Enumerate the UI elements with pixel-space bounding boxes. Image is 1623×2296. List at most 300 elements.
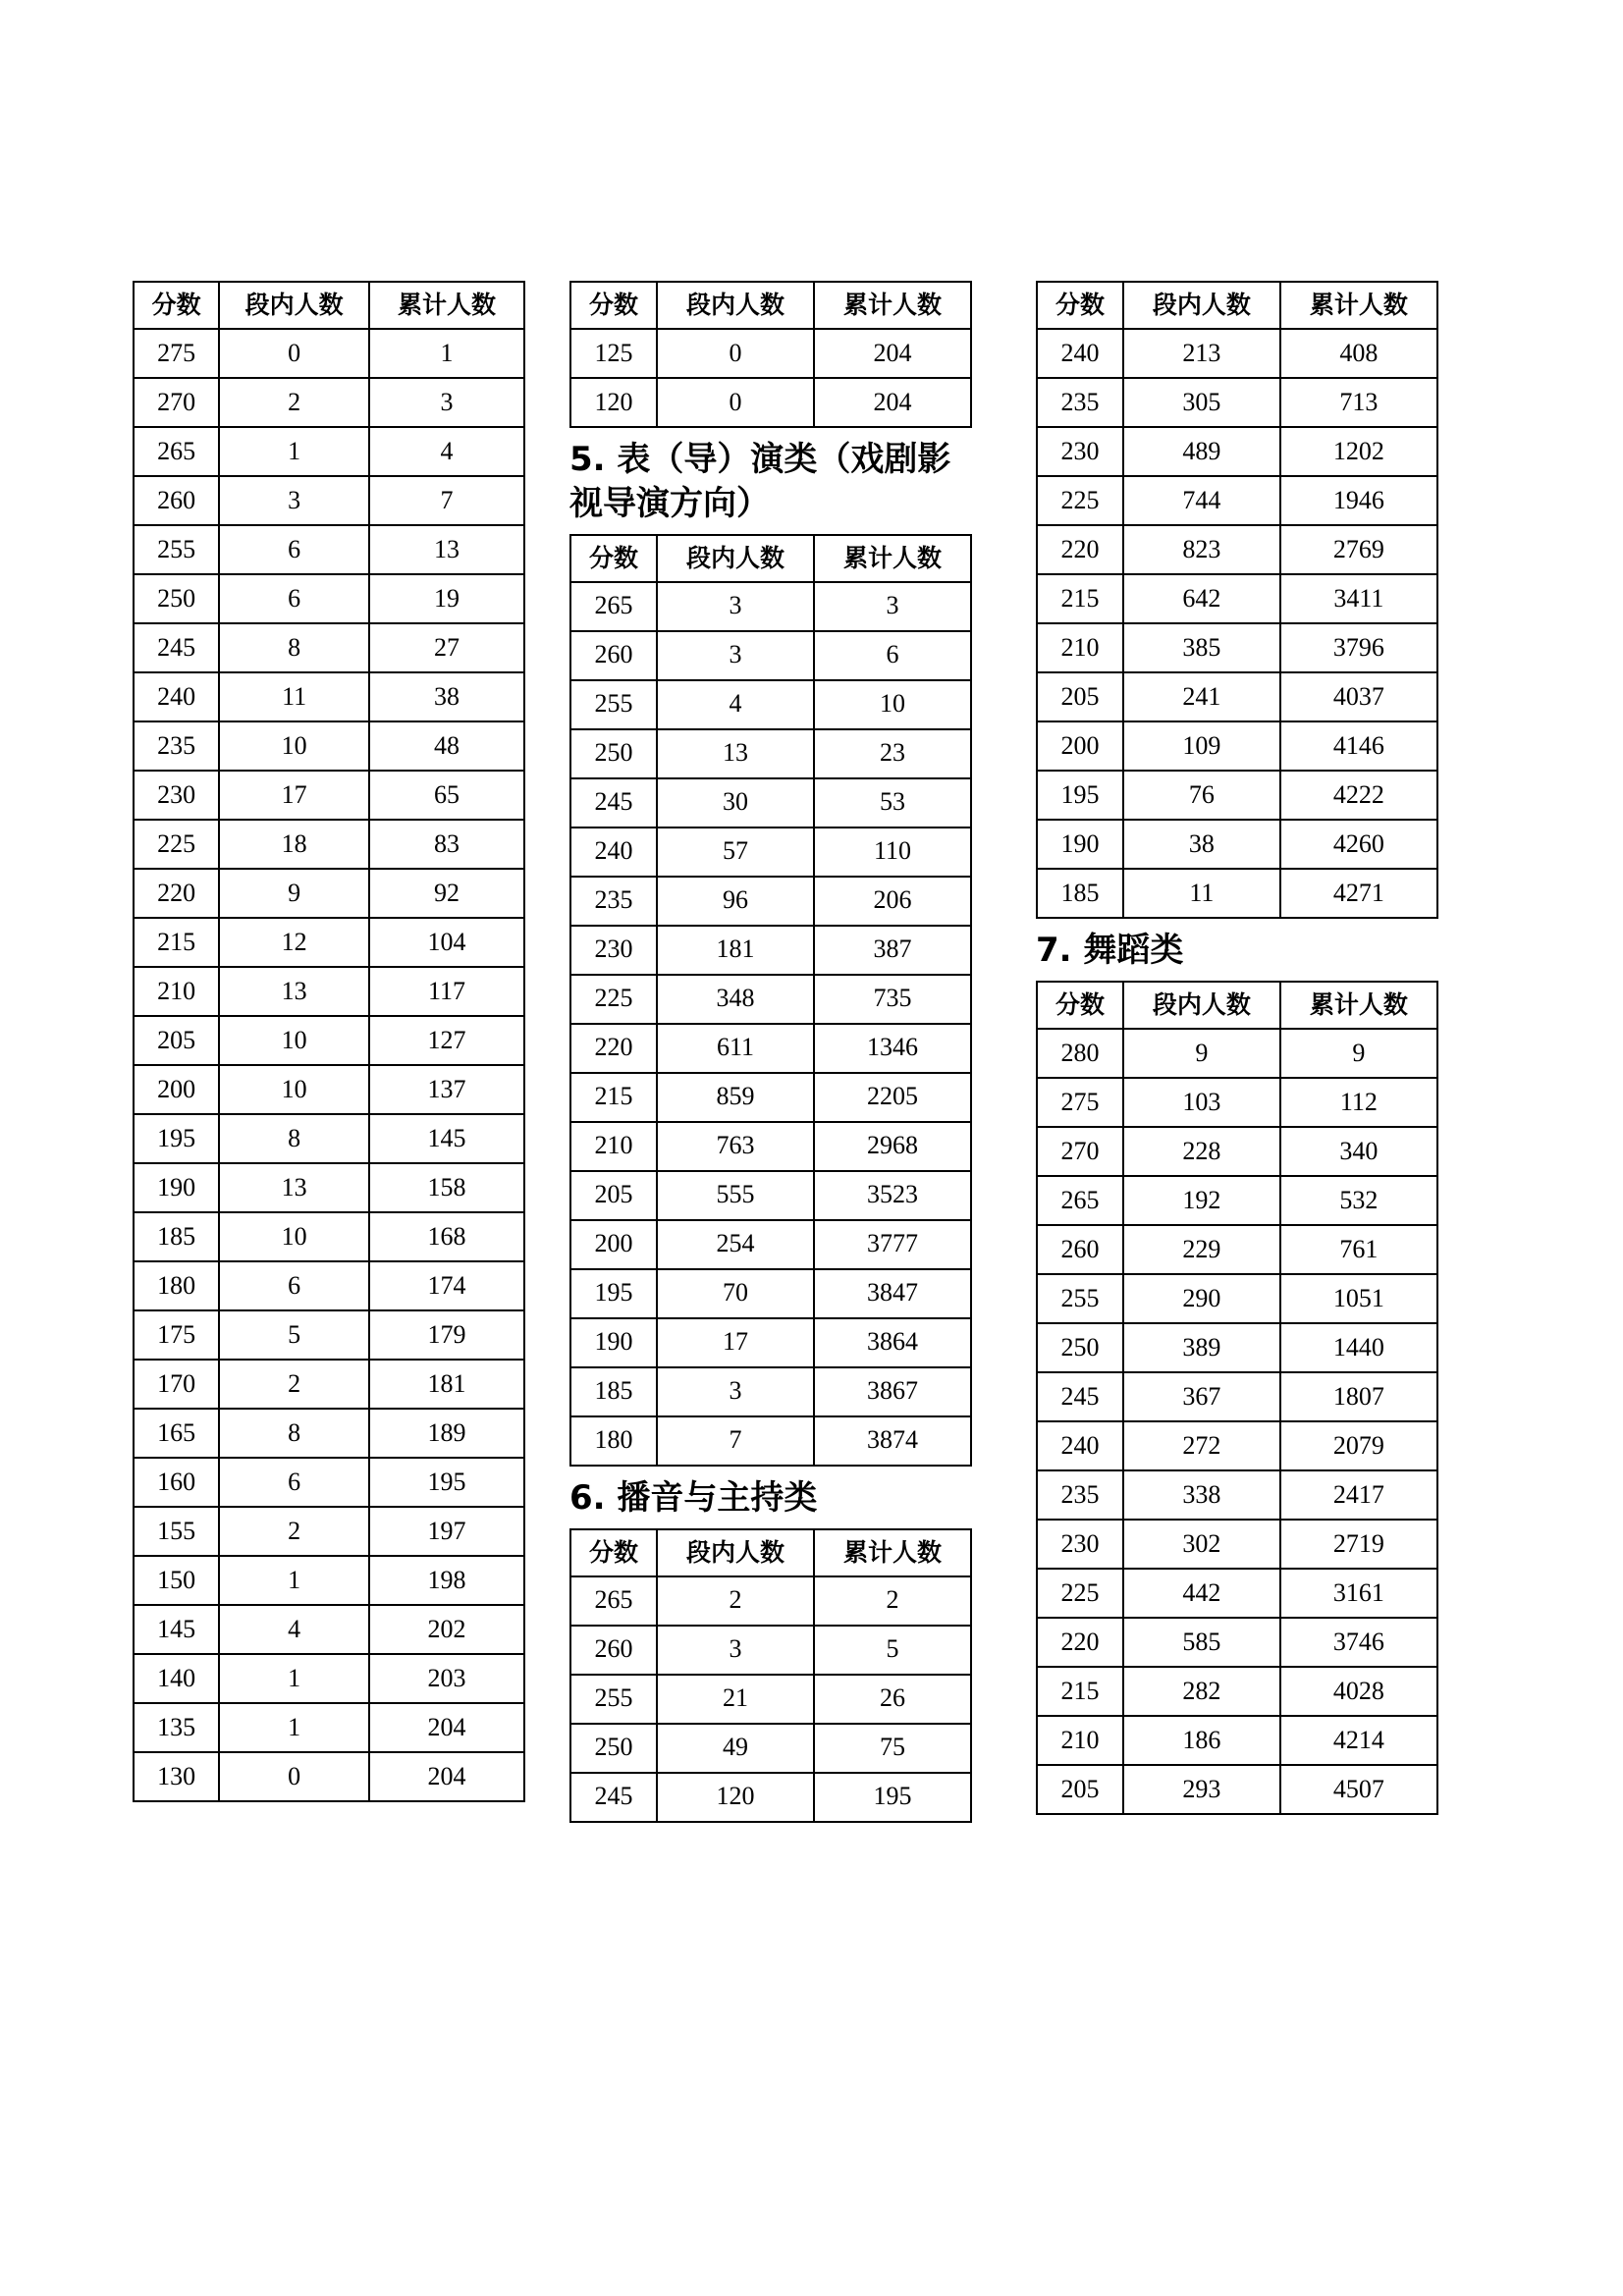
table-row [134,967,524,1016]
cell-cumulative-count: 198 [369,1556,524,1605]
table-row [1037,1765,1437,1814]
cell-segment-count: 0 [657,378,814,427]
cell-cumulative-count: 3796 [1280,623,1437,672]
cell-cumulative-count: 145 [369,1114,524,1163]
cell-segment-count: 0 [657,329,814,378]
cell-segment-count: 1 [219,1703,369,1752]
cell-score: 225 [570,975,657,1024]
cell-cumulative-count: 206 [814,877,971,926]
cell-cumulative-count: 2769 [1280,525,1437,574]
table-row [1037,378,1437,427]
table-row [134,1507,524,1556]
cell-cumulative-count: 3874 [814,1416,971,1466]
cell-score: 220 [134,869,219,918]
table-row [134,1605,524,1654]
table-row [1037,1520,1437,1569]
table-row [570,1416,971,1466]
cell-cumulative-count: 4 [369,427,524,476]
cell-segment-count: 13 [657,729,814,778]
cell-segment-count: 7 [657,1416,814,1466]
cell-segment-count: 642 [1123,574,1280,623]
cell-cumulative-count: 4260 [1280,820,1437,869]
cell-score: 145 [134,1605,219,1654]
cell-cumulative-count: 48 [369,721,524,771]
table-row [570,778,971,828]
table-row [134,476,524,525]
cell-cumulative-count: 174 [369,1261,524,1310]
cell-score: 255 [134,525,219,574]
cell-score: 185 [1037,869,1123,918]
cell-segment-count: 213 [1123,329,1280,378]
cell-score: 205 [570,1171,657,1220]
cell-cumulative-count: 6 [814,631,971,680]
table-row [570,582,971,631]
cell-score: 245 [570,778,657,828]
table-row [570,828,971,877]
section-heading-7: 7. 舞蹈类 [1036,931,1184,970]
cell-score: 165 [134,1409,219,1458]
cell-cumulative-count: 1440 [1280,1323,1437,1372]
table-row [1037,1470,1437,1520]
table-row [570,1773,971,1822]
cell-segment-count: 120 [657,1773,814,1822]
cell-cumulative-count: 23 [814,729,971,778]
cell-segment-count: 254 [657,1220,814,1269]
cell-score: 275 [134,329,219,378]
cell-segment-count: 30 [657,778,814,828]
cell-score: 215 [1037,574,1123,623]
cell-score: 195 [134,1114,219,1163]
cell-score: 220 [1037,1618,1123,1667]
table-row [570,1073,971,1122]
cell-score: 230 [134,771,219,820]
cell-cumulative-count: 127 [369,1016,524,1065]
cell-cumulative-count: 4037 [1280,672,1437,721]
cell-score: 260 [570,1626,657,1675]
table-row [1037,771,1437,820]
cell-cumulative-count: 340 [1280,1127,1437,1176]
cell-segment-count: 305 [1123,378,1280,427]
table-row [570,378,971,427]
column-header-score: 分数 [1037,982,1123,1029]
table-row [570,1675,971,1724]
cell-segment-count: 744 [1123,476,1280,525]
cell-cumulative-count: 713 [1280,378,1437,427]
table-row [134,427,524,476]
cell-score: 190 [134,1163,219,1212]
table-row [570,1367,971,1416]
cell-segment-count: 272 [1123,1421,1280,1470]
cell-segment-count: 442 [1123,1569,1280,1618]
cell-score: 270 [134,378,219,427]
table-row [134,1310,524,1360]
cell-segment-count: 823 [1123,525,1280,574]
cell-score: 135 [134,1703,219,1752]
cell-cumulative-count: 4214 [1280,1716,1437,1765]
cell-score: 120 [570,378,657,427]
table-row [570,1220,971,1269]
cell-score: 205 [1037,1765,1123,1814]
cell-segment-count: 859 [657,1073,814,1122]
cell-segment-count: 4 [219,1605,369,1654]
table-row [134,574,524,623]
cell-score: 130 [134,1752,219,1801]
cell-score: 265 [1037,1176,1123,1225]
cell-segment-count: 348 [657,975,814,1024]
column-header-cumulative-count: 累计人数 [1280,982,1437,1029]
cell-score: 215 [1037,1667,1123,1716]
cell-cumulative-count: 13 [369,525,524,574]
cell-cumulative-count: 387 [814,926,971,975]
cell-segment-count: 2 [219,1360,369,1409]
table-section-5 [569,534,972,1467]
column-header-segment-count: 段内人数 [1123,982,1280,1029]
cell-cumulative-count: 2 [814,1576,971,1626]
cell-segment-count: 181 [657,926,814,975]
cell-cumulative-count: 158 [369,1163,524,1212]
table-row [1037,672,1437,721]
cell-cumulative-count: 203 [369,1654,524,1703]
cell-cumulative-count: 1346 [814,1024,971,1073]
table-row [1037,869,1437,918]
cell-score: 200 [1037,721,1123,771]
cell-segment-count: 12 [219,918,369,967]
table-row [1037,476,1437,525]
cell-score: 205 [134,1016,219,1065]
table-row [134,672,524,721]
cell-cumulative-count: 204 [369,1752,524,1801]
column-header-cumulative-count: 累计人数 [369,282,524,329]
cell-cumulative-count: 137 [369,1065,524,1114]
cell-cumulative-count: 26 [814,1675,971,1724]
table-row [134,1212,524,1261]
cell-segment-count: 338 [1123,1470,1280,1520]
cell-score: 255 [570,1675,657,1724]
table-row [1037,1127,1437,1176]
cell-segment-count: 6 [219,525,369,574]
cell-segment-count: 241 [1123,672,1280,721]
cell-segment-count: 1 [219,1654,369,1703]
cell-cumulative-count: 2968 [814,1122,971,1171]
table-row [134,329,524,378]
cell-score: 225 [134,820,219,869]
cell-segment-count: 186 [1123,1716,1280,1765]
cell-segment-count: 389 [1123,1323,1280,1372]
cell-segment-count: 109 [1123,721,1280,771]
cell-segment-count: 8 [219,1409,369,1458]
table-section-7 [1036,981,1438,1815]
cell-segment-count: 2 [219,1507,369,1556]
cell-cumulative-count: 3411 [1280,574,1437,623]
column-header-cumulative-count: 累计人数 [814,535,971,582]
cell-cumulative-count: 112 [1280,1078,1437,1127]
cell-cumulative-count: 5 [814,1626,971,1675]
cell-score: 185 [570,1367,657,1416]
column-header-score: 分数 [134,282,219,329]
table-row [570,1724,971,1773]
cell-segment-count: 3 [657,1626,814,1675]
cell-cumulative-count: 179 [369,1310,524,1360]
table-header-row [570,282,971,329]
cell-cumulative-count: 3523 [814,1171,971,1220]
cell-score: 275 [1037,1078,1123,1127]
cell-score: 180 [134,1261,219,1310]
cell-segment-count: 6 [219,1261,369,1310]
cell-cumulative-count: 65 [369,771,524,820]
cell-segment-count: 96 [657,877,814,926]
cell-score: 175 [134,1310,219,1360]
cell-segment-count: 49 [657,1724,814,1773]
cell-score: 245 [134,623,219,672]
cell-segment-count: 70 [657,1269,814,1318]
table-row [1037,1569,1437,1618]
cell-cumulative-count: 3777 [814,1220,971,1269]
cell-cumulative-count: 168 [369,1212,524,1261]
table-continued-col1 [133,281,525,1802]
table-header-row [570,535,971,582]
section-heading-5: 5. 表（导）演类（戏剧影视导演方向） [569,440,951,523]
cell-score: 215 [570,1073,657,1122]
cell-segment-count: 2 [219,378,369,427]
table-row [134,1163,524,1212]
cell-score: 230 [1037,427,1123,476]
table-header-row [570,1529,971,1576]
cell-segment-count: 17 [219,771,369,820]
cell-segment-count: 2 [657,1576,814,1626]
cell-segment-count: 5 [219,1310,369,1360]
table-row [134,525,524,574]
cell-cumulative-count: 408 [1280,329,1437,378]
cell-score: 225 [1037,476,1123,525]
cell-segment-count: 9 [219,869,369,918]
cell-segment-count: 8 [219,1114,369,1163]
table-row [570,1024,971,1073]
cell-score: 230 [570,926,657,975]
table-row [570,1576,971,1626]
column-header-score: 分数 [570,1529,657,1576]
cell-score: 260 [570,631,657,680]
table-row [570,1171,971,1220]
cell-segment-count: 10 [219,721,369,771]
cell-score: 240 [570,828,657,877]
cell-segment-count: 1 [219,427,369,476]
table-row [1037,820,1437,869]
table-continued-col3 [1036,281,1438,919]
table-row [134,1654,524,1703]
cell-score: 200 [134,1065,219,1114]
table-row [134,1114,524,1163]
column-header-score: 分数 [1037,282,1123,329]
cell-score: 235 [570,877,657,926]
column-header-segment-count: 段内人数 [657,535,814,582]
cell-score: 240 [1037,1421,1123,1470]
table-row [134,1556,524,1605]
cell-cumulative-count: 204 [814,329,971,378]
cell-segment-count: 11 [219,672,369,721]
table-row [1037,427,1437,476]
table-row [1037,329,1437,378]
cell-segment-count: 10 [219,1212,369,1261]
table-row [134,721,524,771]
cell-segment-count: 6 [219,1458,369,1507]
column-header-cumulative-count: 累计人数 [814,282,971,329]
cell-score: 255 [1037,1274,1123,1323]
table-section-6 [569,1528,972,1823]
table-row [1037,1716,1437,1765]
table-row [570,926,971,975]
cell-score: 265 [134,427,219,476]
table-continued-col2 [569,281,972,428]
cell-cumulative-count: 4222 [1280,771,1437,820]
cell-cumulative-count: 104 [369,918,524,967]
cell-segment-count: 103 [1123,1078,1280,1127]
cell-cumulative-count: 75 [814,1724,971,1773]
cell-score: 210 [1037,623,1123,672]
table-row [134,623,524,672]
cell-cumulative-count: 2205 [814,1073,971,1122]
table-row [570,1269,971,1318]
table-row [570,1318,971,1367]
cell-segment-count: 489 [1123,427,1280,476]
table-row [1037,623,1437,672]
cell-score: 240 [1037,329,1123,378]
table-row [570,680,971,729]
column-header-segment-count: 段内人数 [1123,282,1280,329]
cell-score: 180 [570,1416,657,1466]
cell-cumulative-count: 181 [369,1360,524,1409]
cell-cumulative-count: 2719 [1280,1520,1437,1569]
cell-segment-count: 9 [1123,1029,1280,1078]
table-header-row [1037,282,1437,329]
cell-cumulative-count: 3847 [814,1269,971,1318]
cell-segment-count: 302 [1123,1520,1280,1569]
cell-cumulative-count: 3161 [1280,1569,1437,1618]
cell-segment-count: 367 [1123,1372,1280,1421]
table-row [134,1458,524,1507]
cell-segment-count: 76 [1123,771,1280,820]
table-row [134,820,524,869]
table-row [570,729,971,778]
table-row [134,1261,524,1310]
cell-cumulative-count: 761 [1280,1225,1437,1274]
table-row [1037,1323,1437,1372]
cell-cumulative-count: 4507 [1280,1765,1437,1814]
cell-score: 280 [1037,1029,1123,1078]
cell-score: 220 [570,1024,657,1073]
table-row [1037,574,1437,623]
cell-score: 235 [1037,1470,1123,1520]
cell-segment-count: 228 [1123,1127,1280,1176]
table-row [570,1122,971,1171]
cell-cumulative-count: 27 [369,623,524,672]
cell-score: 270 [1037,1127,1123,1176]
cell-score: 210 [570,1122,657,1171]
cell-cumulative-count: 110 [814,828,971,877]
cell-score: 245 [1037,1372,1123,1421]
cell-segment-count: 385 [1123,623,1280,672]
cell-score: 245 [570,1773,657,1822]
cell-cumulative-count: 1202 [1280,427,1437,476]
cell-segment-count: 763 [657,1122,814,1171]
cell-cumulative-count: 204 [814,378,971,427]
content-column-2 [569,281,992,1823]
cell-cumulative-count: 53 [814,778,971,828]
table-row [1037,1225,1437,1274]
cell-segment-count: 57 [657,828,814,877]
cell-score: 195 [570,1269,657,1318]
cell-cumulative-count: 3864 [814,1318,971,1367]
table-row [1037,1029,1437,1078]
cell-cumulative-count: 7 [369,476,524,525]
cell-cumulative-count: 195 [814,1773,971,1822]
cell-score: 210 [1037,1716,1123,1765]
cell-cumulative-count: 1946 [1280,476,1437,525]
table-row [134,1065,524,1114]
cell-cumulative-count: 83 [369,820,524,869]
table-row [570,975,971,1024]
cell-score: 240 [134,672,219,721]
table-row [134,1752,524,1801]
cell-cumulative-count: 4271 [1280,869,1437,918]
cell-segment-count: 21 [657,1675,814,1724]
cell-score: 210 [134,967,219,1016]
cell-score: 200 [570,1220,657,1269]
cell-segment-count: 555 [657,1171,814,1220]
cell-segment-count: 0 [219,1752,369,1801]
cell-segment-count: 8 [219,623,369,672]
cell-segment-count: 3 [657,631,814,680]
cell-score: 195 [1037,771,1123,820]
cell-segment-count: 3 [657,1367,814,1416]
table-row [134,869,524,918]
column-header-score: 分数 [570,282,657,329]
table-row [1037,1667,1437,1716]
table-row [1037,525,1437,574]
cell-score: 250 [570,729,657,778]
cell-score: 190 [570,1318,657,1367]
table-header-row [134,282,524,329]
table-row [570,1626,971,1675]
column-header-cumulative-count: 累计人数 [814,1529,971,1576]
cell-segment-count: 38 [1123,820,1280,869]
cell-cumulative-count: 9 [1280,1029,1437,1078]
cell-cumulative-count: 92 [369,869,524,918]
cell-cumulative-count: 195 [369,1458,524,1507]
table-row [134,1409,524,1458]
cell-score: 160 [134,1458,219,1507]
three-column-layout [133,281,1438,1823]
column-header-segment-count: 段内人数 [657,282,814,329]
cell-segment-count: 611 [657,1024,814,1073]
cell-cumulative-count: 189 [369,1409,524,1458]
table-row [1037,1274,1437,1323]
cell-cumulative-count: 4146 [1280,721,1437,771]
cell-cumulative-count: 202 [369,1605,524,1654]
table-row [1037,1372,1437,1421]
cell-cumulative-count: 10 [814,680,971,729]
cell-cumulative-count: 3867 [814,1367,971,1416]
cell-cumulative-count: 1051 [1280,1274,1437,1323]
cell-segment-count: 6 [219,574,369,623]
cell-cumulative-count: 3 [369,378,524,427]
cell-score: 265 [570,582,657,631]
cell-segment-count: 293 [1123,1765,1280,1814]
cell-cumulative-count: 117 [369,967,524,1016]
cell-score: 260 [1037,1225,1123,1274]
table-header-row [1037,982,1437,1029]
content-column-3 [1036,281,1438,1815]
cell-segment-count: 11 [1123,869,1280,918]
